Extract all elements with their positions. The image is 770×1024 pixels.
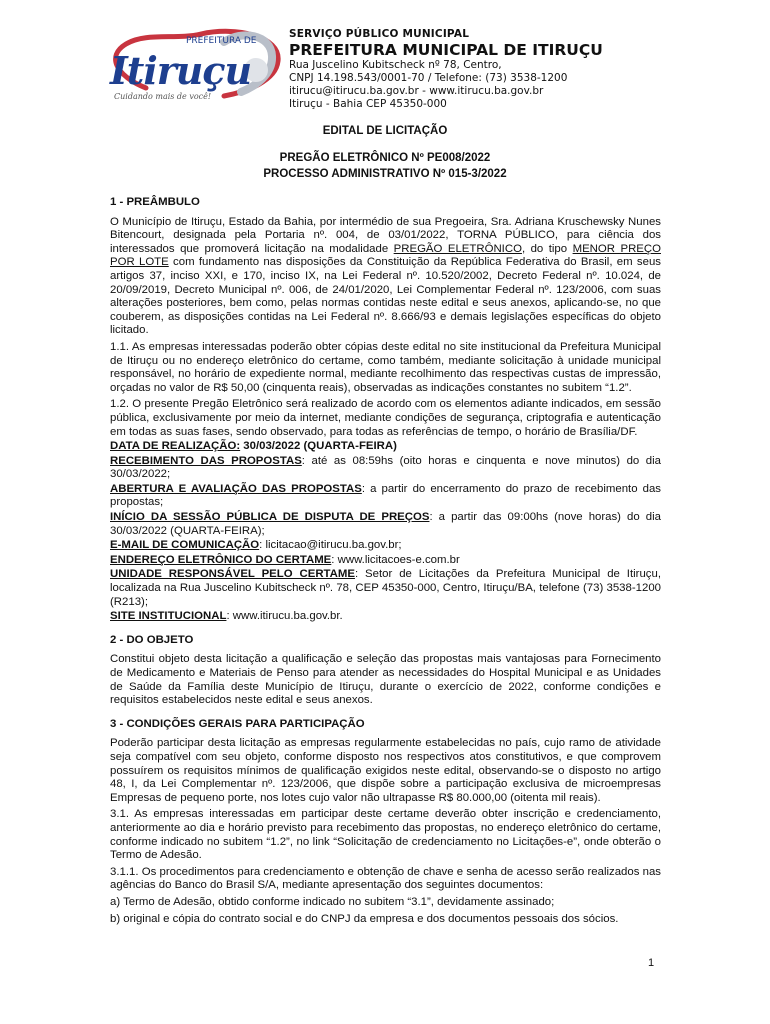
email-comunicacao: E-MAIL DE COMUNICAÇÃO: licitacao@itirucu.ba.gov.br; (110, 539, 402, 552)
prefeitura-logo (106, 26, 286, 104)
preambulo-paragraph: O Município de Itiruçu, Estado da Bahia, por intermédio de sua Pregoeira, Sra. Adriana Kruschewsky Nunes Bitencourt, designada pela Portaria nº. 004, de 03/01/2022, TORNA PÚBLICO, para ciência dos interessados que promoverá licitação na modalidade PREGÃO ELETRÔNICO, do tipo MENOR PREÇO POR LOTE com fundamento nas disposições da Constituição da República Federativa do Brasil, em seus artigos 37, inciso XXI, e 170, inciso IX, na Lei Federal nº. 10.520/2002, Decreto Federal nº. 10.024, de 20/09/2019, Decreto Municipal nº. 006, de 24/01/2020, Lei Complementar Federal nº. 123/2006, com suas alterações posteriores, bem como, pelas normas contidas neste edital e seus anexos, aplicando-se, no que couberem, as disposições contidas na Lei Federal nº. 8.666/93 e demais legislações específicas do objeto licitado. (110, 215, 661, 337)
participacao-paragraph: Poderão participar desta licitação as empresas regularmente estabelecidas no país, cujo ramo de atividade seja compatível com seu objeto, conforme disposto nos respectivos atos constitutivos, e que comprovem possuírem os requisitos mínimos de qualificação exigidos neste edital, observando-se o disposto no artigo 48, I, da Lei Complementar nº. 123/2006, que dispõe sobre a participação exclusiva de microempresas Empresas de pequeno porte, nos lotes cujo valor não ultrapasse R$ 80.000,00 (oitenta mil reais). (110, 737, 661, 804)
item-1-2: 1.2. O presente Pregão Eletrônico será realizado de acordo com os elementos adiante indicados, em sessão pública, exclusivamente por meio da internet, mediante condições de segurança, criptografia e autenticação em todas as suas fases, sendo observado, para todas as referências de tempo, o horário de Brasília/DF. (110, 398, 661, 438)
recebimento-propostas: RECEBIMENTO DAS PROPOSTAS: até as 08:59hs (oito horas e cinquenta e nove minutos) do dia 30/03/2022; (110, 454, 661, 481)
section-2-heading: 2 - DO OBJETO (110, 633, 194, 646)
item-a: a) Termo de Adesão, obtido conforme indicado no subitem “3.1”, devidamente assinado; (110, 895, 555, 908)
service-line: SERVIÇO PÚBLICO MUNICIPAL (289, 28, 470, 40)
tipo-text: MENOR PREÇO POR LOTE (110, 242, 661, 269)
section-1-heading: 1 - PREÂMBULO (110, 196, 200, 208)
prefeitura-name: PREFEITURA MUNICIPAL DE ITIRUÇU (289, 41, 603, 59)
section-3-heading: 3 - CONDIÇÕES GERAIS PARA PARTICIPAÇÃO (110, 717, 365, 730)
page-number: 1 (648, 957, 655, 969)
abertura-avaliacao: ABERTURA E AVALIAÇÃO DAS PROPOSTAS: a partir do encerramento do prazo de recebimento das propostas; (110, 482, 662, 509)
city-line: Itiruçu - Bahia CEP 45350-000 (289, 98, 447, 110)
contact-line: itirucu@itirucu.ba.gov.br - www.itirucu.ba.gov.br (289, 85, 544, 97)
cnpj-line: CNPJ 14.198.543/0001-70 / Telefone: (73) 3538-1200 (289, 72, 568, 84)
logo-slogan: Cuidando mais de você! (114, 92, 212, 101)
objeto-paragraph: Constitui objeto desta licitação a qualificação e seleção das propostas mais vantajosas para Fornecimento de Medicamento e Materiais de Penso para atender as necessidades do Hospital Municipal e as Unidades de Saúde da Família deste Município de Itiruçu, durante o exercício de 2022, conforme condições e requisitos estabelecidos neste edital e seus anexos. (110, 653, 661, 707)
item-b: b) original e cópia do contrato social e do CNPJ da empresa e dos documentos pessoais dos sócios. (110, 912, 619, 925)
site-institucional: SITE INSTITUCIONAL: www.itirucu.ba.gov.br. (110, 610, 343, 623)
processo-title: PROCESSO ADMINISTRATIVO Nº 015-3/2022 (263, 168, 507, 180)
letterhead-info (289, 28, 669, 111)
modalidade-text: PREGÃO ELETRÔNICO (393, 242, 522, 255)
document-body (110, 196, 661, 929)
edital-title: EDITAL DE LICITAÇÃO (322, 125, 448, 137)
unidade-responsavel: UNIDADE RESPONSÁVEL PELO CERTAME: Setor de Licitações da Prefeitura Municipal de Itiruçu, localizada na Rua Juscelino Kubitscheck nº. 78, CEP 45350-000, Centro, Itiruçu/BA, telefone (73) 3538-1200 (R213); (110, 568, 661, 608)
address-line: Rua Juscelino Kubitscheck nº 78, Centro, (289, 59, 502, 71)
inicio-sessao: INÍCIO DA SESSÃO PÚBLICA DE DISPUTA DE PREÇOS: a partir das 09:00hs (nove horas) do dia 30/03/2022 (QUARTA-FEIRA); (110, 511, 661, 537)
letterhead (106, 26, 666, 108)
data-realizacao: DATA DE REALIZAÇÃO: 30/03/2022 (QUARTA-FEIRA) (110, 440, 397, 453)
pregao-title: PREGÃO ELETRÔNICO Nº PE008/2022 (279, 152, 491, 164)
endereco-eletronico: ENDEREÇO ELETRÔNICO DO CERTAME: www.licitacoes-e.com.br (110, 553, 460, 566)
item-1-1: 1.1. As empresas interessadas poderão obter cópias deste edital no site institucional da Prefeitura Municipal de Itiruçu ou no endereço eletrônico do certame, como também, mediante solicitação à unidade municipal responsável, no horário de expediente normal, mediante recolhimento das respectivas custas de impressão, orçadas no valor de R$ 50,00 (cinquenta reais), observadas as indicações constantes no subitem “1.2”. (110, 340, 661, 394)
item-3-1-1: 3.1.1. Os procedimentos para credenciamento e obtenção de chave e senha de acesso serão realizados nas agências do Banco do Brasil S/A, mediante apresentação dos seguintes documentos: (110, 865, 661, 892)
logo-top-text: PREFEITURA DE (186, 36, 257, 46)
logo-wordmark: Itiruçu (110, 48, 252, 93)
item-3-1: 3.1. As empresas interessadas em participar deste certame deverão obter inscrição e credenciamento, anteriormente ao dia e horário previsto para recebimento das propostas, no endereço eletrônico do certame, conforme indicado no subitem “1.2”, no link “Solicitação de credenciamento no Licitações-e”, onde obterão o Termo de Adesão. (110, 808, 661, 862)
